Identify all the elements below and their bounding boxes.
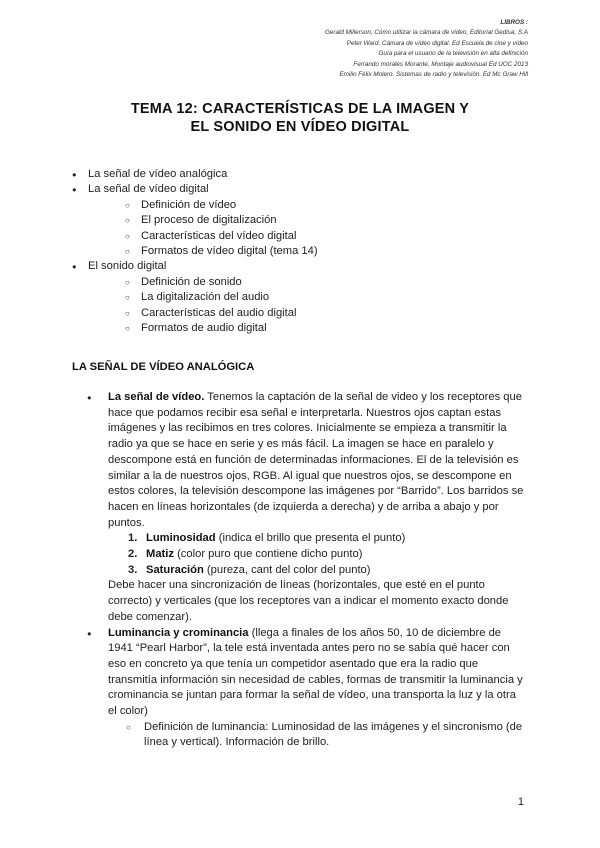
- toc-subitem: ○ Características del audio digital: [88, 306, 318, 321]
- paragraph-video-signal: [108, 390, 524, 626]
- toc-subitem: ○ Definición de vídeo: [88, 198, 318, 213]
- item-term: Matiz: [146, 548, 174, 561]
- toc-item-label: El sonido digital: [88, 260, 167, 273]
- title-line-1: TEMA 12: CARACTERÍSTICAS DE LA IMAGEN Y: [130, 101, 470, 117]
- table-of-contents: [88, 167, 318, 336]
- item-number: 1.: [128, 532, 138, 545]
- item-desc: (indica el brillo que presenta el punto): [215, 532, 406, 545]
- toc-subitem: ○ Definición de sonido: [88, 275, 318, 290]
- reference-line: Guía para el usuario de la televisión en alta definición: [378, 50, 528, 58]
- toc-sublist: [88, 198, 318, 260]
- toc-subitem: ○ Características del vídeo digital: [88, 229, 318, 244]
- toc-subitem: ○ Formatos de audio digital: [88, 321, 318, 336]
- item-desc: (color puro que contiene dicho punto): [173, 548, 363, 561]
- item-number: 3.: [128, 563, 138, 576]
- reference-line: Emilio Félix Molero. Sistemas de radio y televisión. Ed Mc Graw Hill: [339, 71, 528, 79]
- toc-item: [88, 167, 318, 182]
- numbered-item: [128, 531, 524, 547]
- paragraph-continuation: Debe hacer una sincronización de líneas (horizontales, que esté en el punto correcto) y verticales (que los receptores van a indicar el momento exacto donde debe comenzar).: [108, 579, 509, 623]
- reference-line: Peter Ward. Cámara de vídeo digital. Ed Escuela de cine y vídeo: [346, 39, 528, 47]
- toc-subitem: ○ El proceso de digitalización: [88, 213, 318, 228]
- sub-list: [108, 720, 524, 751]
- bibliography-references: [325, 18, 528, 80]
- numbered-list: [108, 531, 524, 578]
- paragraph-term: Luminancia y crominancia: [108, 626, 249, 639]
- toc-item-label: La señal de vídeo analógica: [88, 168, 228, 180]
- page-number: 1: [517, 796, 524, 808]
- numbered-item: [128, 547, 524, 563]
- reference-line: Gerald Millerson, Cómo utilizar la cámara de vídeo, Editorial Gedisa, S.A: [325, 29, 528, 37]
- toc-subitem: ○ La digitalización del audio: [88, 290, 318, 305]
- toc-item: [88, 259, 318, 336]
- section-body: [108, 390, 524, 751]
- toc-item-label: La señal de vídeo digital: [88, 183, 209, 196]
- paragraph-luminance-chrominance: [108, 626, 524, 752]
- title-line-2: EL SONIDO EN VÍDEO DIGITAL: [190, 119, 410, 135]
- reference-line: Ferrando morales Morante, Montaje audiovisual Ed UOC 2013: [353, 60, 528, 68]
- paragraph-term: La señal de vídeo.: [108, 391, 205, 403]
- toc-sublist: [88, 275, 318, 337]
- paragraph-text: (llega a finales de los años 50, 10 de diciembre de 1941 “Pearl Harbor”, la tele está inventada antes pero no se sabía qué hacer con eso en concreto ya que tenía un competidor asentado que era la radio que transmitía información sin necesidad de cables, formas de transmitir la luminancia y crominancia se juntan para formar la señal de vídeo, una transporta la luz y la otra el color): [108, 626, 523, 718]
- paragraph-text: Tenemos la captación de la señal de video y los receptores que hace que podamos recibir esa señal e interpretarla. Nuestros ojos captan estas imágenes y las recibimos en tres colores. Inicialmente se empieza a transmitir la radio ya que se hace en serie y es más fácil. La imagen se hace en paralelo y descompone está en función de determinadas informaciones. El de la televisión es similar a la de nuestros ojos, RGB. Al igual que nuestros ojos, se descompone en estos colores, la televisión descompone las imágenes por “Barrido”. Los barridos se hacen en líneas horizontales (de izquierda a derecha) y de arriba a abajo y por puntos.: [108, 391, 524, 529]
- references-title: LIBROS :: [500, 19, 528, 26]
- document-title: [0, 100, 600, 136]
- toc-item: [88, 182, 318, 259]
- item-number: 2.: [128, 548, 138, 561]
- item-term: Luminosidad: [146, 532, 216, 545]
- section-heading: LA SEÑAL DE VÍDEO ANALÓGICA: [72, 361, 255, 373]
- item-term: Saturación: [146, 563, 204, 576]
- numbered-item: [128, 563, 524, 579]
- sub-list-item: ○ Definición de luminancia: Luminosidad de las imágenes y el sincronismo (de línea y vertical). Información de brillo.: [108, 720, 524, 751]
- toc-subitem: ○ Formatos de vídeo digital (tema 14): [88, 244, 318, 259]
- item-desc: (pureza, cant del color del punto): [203, 563, 371, 576]
